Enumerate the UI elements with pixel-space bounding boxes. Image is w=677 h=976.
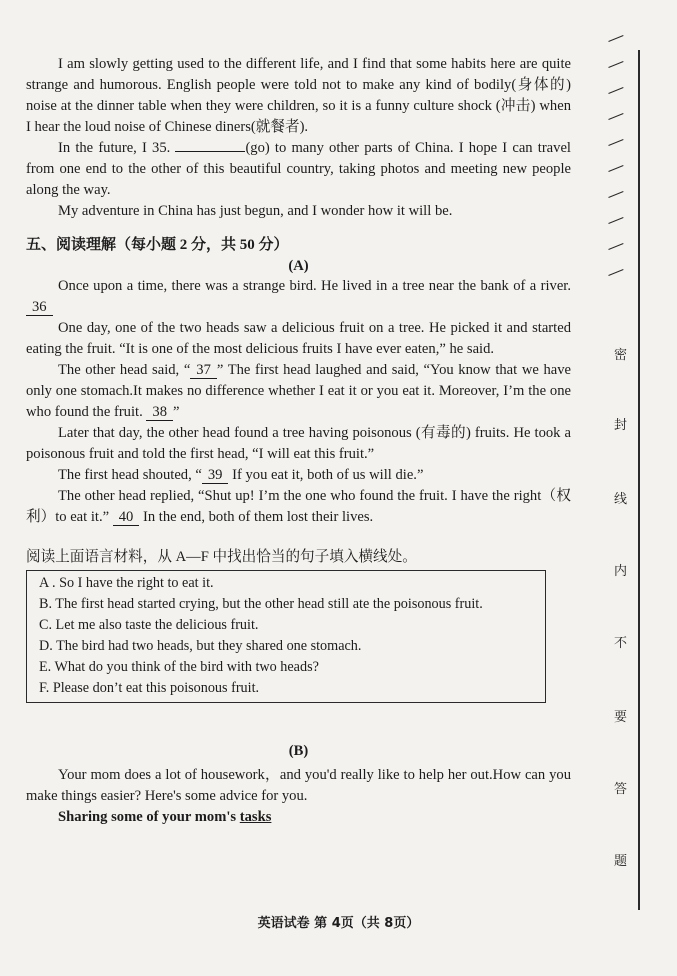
seal-char-feng: 封: [614, 418, 628, 433]
binding-margin: [598, 20, 648, 900]
passage-a-p3: [26, 360, 571, 423]
blank-39[interactable]: 39: [202, 467, 229, 484]
passage-b-intro: Your mom does a lot of housework，and you'd really like to help her out.How can you make things easier? Here's some advice for you.: [26, 767, 571, 804]
future-after: (go) to many other parts of China. I hope I can travel from one end to the other of this beautiful country, taking photos and meeting new people along the way.: [26, 140, 571, 198]
seal-char-xian: 线: [614, 492, 628, 507]
b-heading-text: Sharing some of your mom's: [58, 809, 240, 825]
blank-36[interactable]: 36: [26, 299, 53, 316]
slash-mark: [608, 60, 624, 68]
p3-before: The other head said, “: [58, 362, 191, 378]
p5-after: If you eat it, both of us will die.”: [228, 467, 424, 483]
instruction: 阅读上面语言材料，从 A—F 中找出恰当的句子填入横线处。: [26, 549, 417, 565]
passage-a-label: (A): [288, 258, 309, 274]
paragraph-habits: I am slowly getting used to the different life, and I find that some habits here are quite strange and humorous. English people were told not to make any kind of bodily(身体的) noise at the dinner table when they were children, so it is a funny culture shock (冲击) when I hear the loud noise of Chinese diners(就餐者).: [26, 56, 571, 135]
seal-char-da: 答: [614, 782, 628, 797]
paragraph-adventure: My adventure in China has just begun, and I wonder how it will be.: [58, 203, 453, 219]
slash-mark: [608, 190, 624, 198]
passage-a-p4: Later that day, the other head found a tree having poisonous (有毒的) fruits. He took a poisonous fruit and told the first head, “I will eat this fruit.”: [26, 425, 571, 462]
options-box: [26, 570, 546, 703]
passage-b-label: (B): [288, 743, 309, 759]
seal-char-mi: 密: [614, 348, 628, 363]
p3-mid: ” The first head laughed and said, “You know that we have only one stomach.It makes no difference whether I eat it or you eat it. Moreover, I’m the one who found the fruit.: [26, 362, 571, 420]
passage-a-p5: [26, 465, 571, 486]
blank-37[interactable]: 37: [190, 362, 217, 379]
option-f: F. Please don’t eat this poisonous fruit.: [39, 680, 260, 696]
p3-after: ”: [172, 404, 180, 420]
seal-char-ti: 题: [614, 854, 628, 869]
slash-mark: [608, 164, 624, 172]
option-b: B. The first head started crying, but the other head still ate the poisonous fruit.: [39, 596, 483, 612]
text-column: [26, 54, 571, 828]
seal-char-nei: 内: [614, 564, 628, 579]
passage-a-p6: [26, 486, 571, 528]
passage-a-p2: One day, one of the two heads saw a delicious fruit on a tree. He picked it and started eating the fruit. “It is one of the most delicious fruits I have ever eaten,” he said.: [26, 320, 571, 357]
p6-before: The other head replied, “Shut up! I’m the one who found the fruit. I have the right（权利）to eat it.”: [26, 488, 571, 525]
passage-a-p1: [26, 276, 571, 318]
slash-mark: [608, 216, 624, 224]
blank-38[interactable]: 38: [146, 404, 173, 421]
slash-mark: [608, 242, 624, 250]
page-footer: 英语试卷 第 4页（共 8页）: [257, 916, 420, 931]
section-title: 五、阅读理解（每小题 2 分，共 50 分）: [26, 237, 289, 253]
slash-mark: [608, 268, 624, 276]
p6-after: In the end, both of them lost their lives.: [139, 509, 374, 525]
option-c: C. Let me also taste the delicious fruit.: [39, 617, 259, 633]
option-e: E. What do you think of the bird with two heads?: [39, 659, 319, 675]
b-heading-underlined: tasks: [239, 809, 272, 825]
blank-40[interactable]: 40: [113, 509, 140, 526]
binding-line: [638, 50, 640, 910]
slash-mark: [608, 138, 624, 146]
option-d: D. The bird had two heads, but they shared one stomach.: [39, 638, 362, 654]
passage-b-heading: [26, 807, 571, 828]
blank-35[interactable]: [175, 151, 245, 152]
slash-mark: [608, 112, 624, 120]
p5-before: The first head shouted, “: [58, 467, 202, 483]
future-before: In the future, I 35.: [58, 140, 176, 156]
option-a: A . So I have the right to eat it.: [39, 575, 214, 591]
slash-mark: [608, 34, 624, 42]
p1-text: Once upon a time, there was a strange bird. He lived in a tree near the bank of a river.: [58, 278, 571, 294]
paragraph-future: [26, 138, 571, 201]
slash-mark: [608, 86, 624, 94]
seal-char-bu: 不: [614, 636, 628, 651]
seal-char-yao: 要: [614, 710, 628, 725]
